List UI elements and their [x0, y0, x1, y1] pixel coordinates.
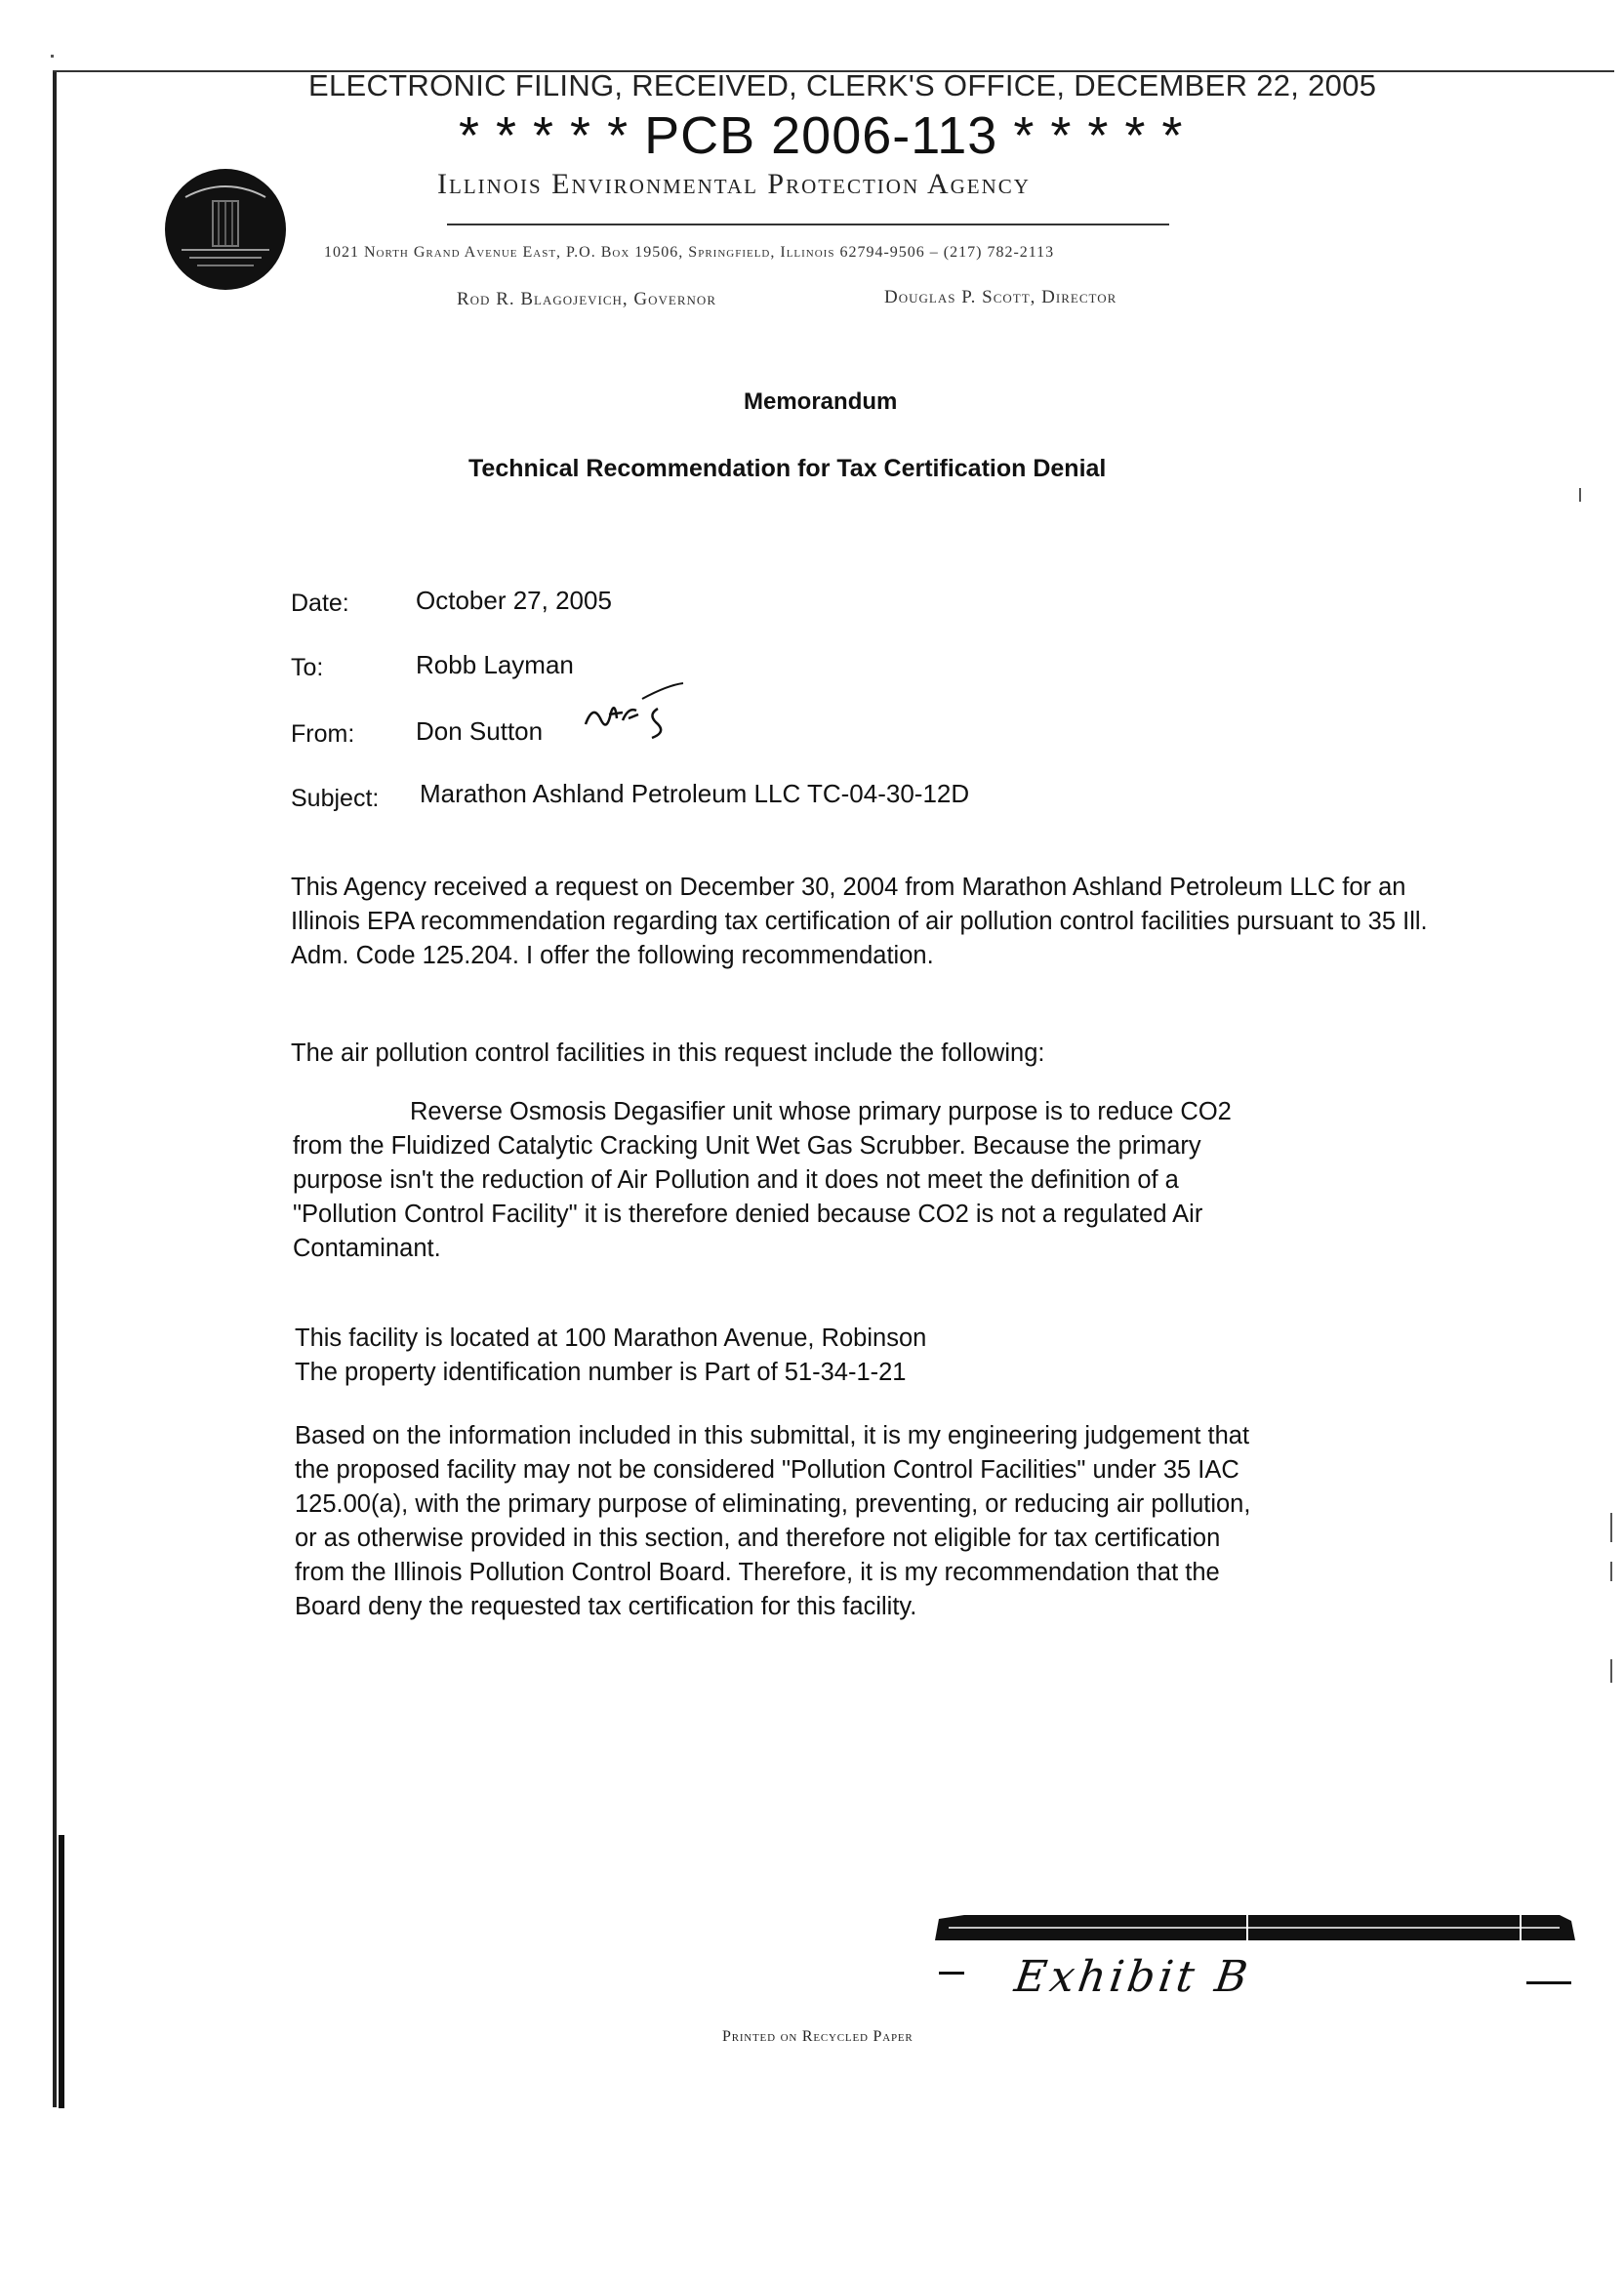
paragraph-line: This Agency received a request on December 30, 2004 from Marathon Ashland Petroleum LLC for an: [291, 874, 1406, 901]
intro-paragraph: [291, 871, 1428, 973]
letterhead-rule: [447, 224, 1169, 225]
scan-speck: [51, 55, 54, 58]
exhibit-sticker-bar: [935, 1913, 1575, 1944]
from-value: Don Sutton: [416, 716, 544, 746]
memo-title: Technical Recommendation for Tax Certification Denial: [468, 455, 1107, 482]
agency-address: 1021 North Grand Avenue East, P.O. Box 19506, Springfield, Illinois 62794-9506 – (217) 782-2113: [324, 244, 1055, 261]
director-name: Douglas P. Scott, Director: [884, 287, 1117, 307]
scan-speck: [1610, 1659, 1612, 1683]
page-left-border-bold: [59, 1835, 64, 2108]
date-label: Date:: [291, 590, 349, 617]
exhibit-dash-left: [939, 1972, 964, 1975]
filing-stamp: ELECTRONIC FILING, RECEIVED, CLERK'S OFFICE, DECEMBER 22, 2005: [308, 68, 1377, 102]
printed-on-recycled-paper: Printed on Recycled Paper: [722, 2028, 914, 2045]
recommendation-paragraph: [295, 1419, 1250, 1624]
scan-speck: [1610, 1513, 1612, 1542]
agency-seal-logo: [164, 168, 287, 291]
from-label: From:: [291, 720, 355, 748]
paragraph-line: Reverse Osmosis Degasifier unit whose primary purpose is to reduce CO2: [410, 1098, 1232, 1125]
subject-value: Marathon Ashland Petroleum LLC TC-04-30-12D: [420, 779, 970, 808]
paragraph-line: Illinois EPA recommendation regarding tax certification of air pollution control facilities pursuant to 35 Ill.: [291, 908, 1428, 935]
memo-heading: Memorandum: [744, 388, 898, 415]
to-label: To:: [291, 654, 324, 681]
paragraph-line: or as otherwise provided in this section, and therefore not eligible for tax certification: [295, 1525, 1221, 1552]
paragraph-line: from the Illinois Pollution Control Board. Therefore, it is my recommendation that the: [295, 1559, 1220, 1586]
exhibit-label-handwritten: Exhibit B: [1011, 1952, 1255, 2002]
page-left-border: [53, 72, 57, 2107]
paragraph-line: the proposed facility may not be considered "Pollution Control Facilities" under 35 IAC: [295, 1456, 1239, 1484]
paragraph-line: Contaminant.: [293, 1235, 441, 1262]
paragraph-line: The property identification number is Part of 51-34-1-21: [295, 1359, 907, 1386]
facility-location: [295, 1322, 926, 1390]
to-value: Robb Layman: [416, 650, 574, 679]
facility-description: [293, 1095, 1232, 1266]
scan-speck: [1610, 1562, 1612, 1581]
paragraph-line: from the Fluidized Catalytic Cracking Unit Wet Gas Scrubber. Because the primary: [293, 1132, 1201, 1160]
exhibit-dash-right: [1526, 1981, 1571, 1984]
agency-name: Illinois Environmental Protection Agency: [437, 168, 1031, 200]
date-value: October 27, 2005: [416, 586, 612, 615]
paragraph-line: Based on the information included in this submittal, it is my engineering judgement that: [295, 1422, 1250, 1449]
paragraph-line: Board deny the requested tax certification for this facility.: [295, 1593, 917, 1620]
docket-number: * * * * * PCB 2006-113 * * * * *: [459, 106, 1184, 165]
governor-name: Rod R. Blagojevich, Governor: [457, 289, 716, 309]
subject-label: Subject:: [291, 785, 380, 812]
paragraph-line: Adm. Code 125.204. I offer the following recommendation.: [291, 942, 934, 969]
paragraph-line: 125.00(a), with the primary purpose of eliminating, preventing, or reducing air pollution,: [295, 1490, 1251, 1518]
facilities-intro: The air pollution control facilities in this request include the following:: [291, 1039, 1045, 1067]
handwritten-initials-signature: [580, 681, 687, 742]
paragraph-line: "Pollution Control Facility" it is therefore denied because CO2 is not a regulated Air: [293, 1201, 1203, 1228]
scan-speck: [1579, 488, 1581, 502]
paragraph-line: This facility is located at 100 Marathon Avenue, Robinson: [295, 1324, 927, 1352]
paragraph-line: purpose isn't the reduction of Air Pollution and it does not meet the definition of a: [293, 1166, 1179, 1194]
